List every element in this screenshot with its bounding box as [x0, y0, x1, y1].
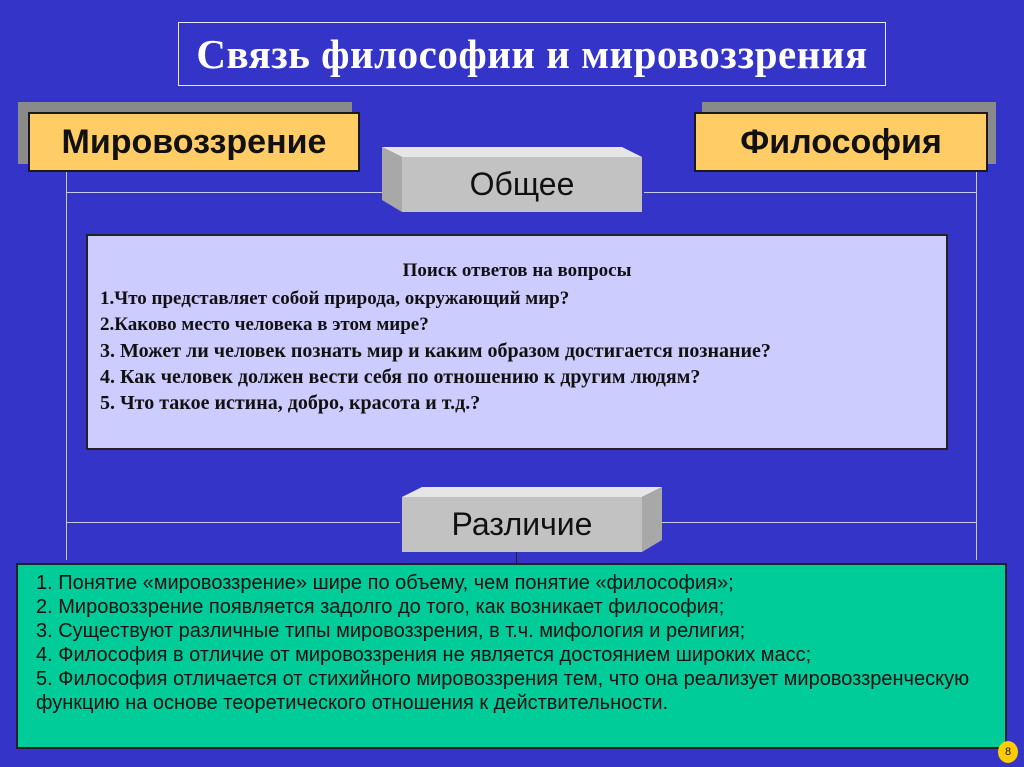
difference-item: 2. Мировоззрение появляется задолго до того, как возникает философия; [36, 596, 725, 618]
difference-item: 5. Философия отличается от стихийного мировоззрения тем, что она реализует мировоззренческую функцию на основе теоретического отношения к действительности. [36, 668, 970, 714]
common-item: 2.Каково место человека в этом мире? [100, 314, 429, 335]
common-item: 5. Что такое истина, добро, красота и т.д.? [100, 392, 481, 414]
common-label-text: Общее [469, 166, 575, 202]
page-title: Связь философии и мировоззрения [196, 31, 868, 77]
difference-label-text: Различие [451, 506, 593, 542]
common-label [402, 157, 642, 212]
difference-item: 1. Понятие «мировоззрение» шире по объему, чем понятие «философия»; [36, 572, 734, 594]
connector-line [644, 192, 977, 193]
connector-line [644, 522, 977, 523]
connector-line [976, 172, 977, 560]
common-item: 4. Как человек должен вести себя по отношению к другим людям? [100, 366, 701, 388]
page-number-text: 8 [1004, 746, 1012, 758]
connector-line [66, 522, 400, 523]
philosophy-box [694, 112, 988, 172]
common-item: 3. Может ли человек познать мир и каким образом достигается познание? [100, 340, 771, 362]
worldview-label: Мировоззрение [61, 122, 327, 161]
common-heading: Поиск ответов на вопросы [402, 260, 632, 281]
differences-box [16, 563, 1007, 749]
philosophy-label: Философия [740, 122, 942, 161]
page-number [998, 741, 1018, 763]
difference-item: 4. Философия в отличие от мировоззрения не является достоянием широких масс; [36, 644, 812, 666]
connector-line [66, 172, 67, 560]
connector-line [66, 192, 400, 193]
title-box [178, 22, 886, 86]
difference-item: 3. Существуют различные типы мировоззрения, в т.ч. мифология и религия; [36, 620, 746, 642]
common-item: 1.Что представляет собой природа, окружающий мир? [100, 288, 570, 309]
worldview-box [28, 112, 360, 172]
common-questions-box [86, 234, 948, 450]
difference-label [402, 497, 642, 552]
